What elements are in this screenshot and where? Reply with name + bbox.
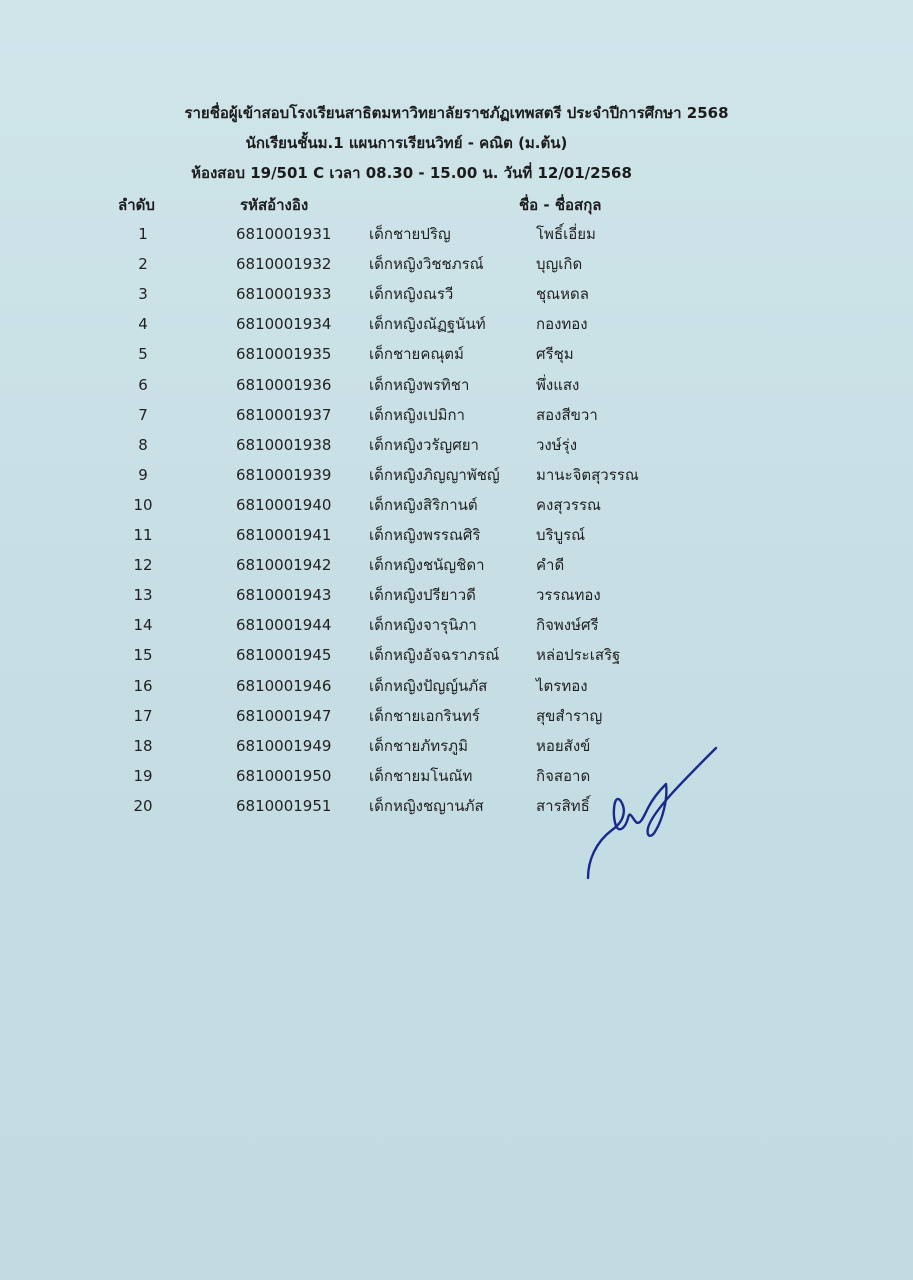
student-last-name: หอยสังข์	[536, 736, 591, 755]
table-row	[0, 610, 913, 640]
student-last-name: วงษ์รุ่ง	[536, 435, 578, 454]
reference-id: 6810001932	[236, 255, 332, 274]
exam-room-info: ห้องสอบ 19/501 C เวลา 08.30 - 15.00 น. วันที่ 12/01/2568	[191, 164, 632, 182]
table-row	[0, 520, 913, 550]
column-header-id: รหัสอ้างอิง	[240, 196, 309, 214]
student-first-name: เด็กหญิงจารุนิภา	[369, 616, 477, 635]
table-row	[0, 731, 913, 761]
row-number: 15	[133, 646, 153, 665]
reference-id: 6810001946	[236, 676, 332, 695]
student-first-name: เด็กหญิงณรวี	[369, 285, 454, 304]
table-row	[0, 249, 913, 279]
row-number: 12	[133, 556, 153, 575]
student-last-name: สองสีขวา	[536, 405, 598, 424]
table-row	[0, 640, 913, 670]
row-number: 6	[138, 375, 148, 394]
row-number: 2	[138, 255, 148, 274]
student-first-name: เด็กหญิงณัฏฐนันท์	[369, 315, 486, 334]
student-first-name: เด็กหญิงปัญญ์นภัส	[369, 676, 488, 695]
row-number: 19	[133, 766, 153, 785]
table-row	[0, 701, 913, 731]
student-first-name: เด็กหญิงอัจฉราภรณ์	[369, 646, 500, 665]
table-row	[0, 580, 913, 610]
student-last-name: วรรณทอง	[536, 586, 601, 605]
row-number: 10	[133, 495, 153, 514]
student-last-name: บริบูรณ์	[536, 526, 586, 544]
row-number: 4	[138, 315, 148, 334]
student-last-name: สุขสำราญ	[536, 706, 603, 725]
student-first-name: เด็กชายมโนณัท	[369, 766, 473, 785]
table-row	[0, 370, 913, 400]
student-first-name: เด็กหญิงปรียาวดี	[369, 586, 476, 605]
student-first-name: เด็กชายเอกรินทร์	[369, 706, 480, 725]
reference-id: 6810001939	[236, 465, 332, 484]
row-number: 11	[133, 526, 153, 544]
row-number: 8	[138, 435, 148, 454]
reference-id: 6810001941	[236, 526, 332, 544]
student-first-name: เด็กหญิงวิชชภรณ์	[369, 255, 484, 274]
table-row	[0, 761, 913, 791]
student-last-name: กองทอง	[536, 315, 588, 334]
table-row	[0, 791, 913, 821]
student-first-name: เด็กหญิงพรรณศิริ	[369, 526, 481, 544]
student-last-name: หล่อประเสริฐ	[536, 646, 621, 665]
reference-id: 6810001951	[236, 796, 332, 815]
student-last-name: คงสุวรรณ	[536, 495, 601, 514]
row-number: 17	[133, 706, 153, 725]
signature-icon	[582, 742, 722, 882]
student-last-name: ชุณหดล	[536, 285, 589, 304]
student-first-name: เด็กชายปริญ	[369, 225, 451, 243]
student-last-name: โพธิ์เอี่ยม	[536, 225, 596, 243]
reference-id: 6810001937	[236, 405, 332, 424]
column-header-no: ลำดับ	[118, 196, 155, 214]
table-row	[0, 219, 913, 249]
student-last-name: กิจสอาด	[536, 766, 591, 785]
reference-id: 6810001942	[236, 556, 332, 575]
student-first-name: เด็กหญิงเปมิกา	[369, 405, 465, 424]
table-row	[0, 339, 913, 369]
table-row	[0, 490, 913, 520]
row-number: 9	[138, 465, 148, 484]
row-number: 7	[138, 405, 148, 424]
reference-id: 6810001934	[236, 315, 332, 334]
document-title: รายชื่อผู้เข้าสอบโรงเรียนสาธิตมหาวิทยาลัยราชภัฏเทพสตรี ประจำปีการศึกษา 2568	[184, 104, 729, 122]
row-number: 14	[133, 616, 153, 635]
reference-id: 6810001944	[236, 616, 332, 635]
reference-id: 6810001949	[236, 736, 332, 755]
student-last-name: บุญเกิด	[536, 255, 583, 274]
table-row	[0, 430, 913, 460]
row-number: 5	[138, 345, 148, 364]
reference-id: 6810001943	[236, 586, 332, 605]
table-row	[0, 550, 913, 580]
student-first-name: เด็กหญิงภิญญาพัชญ์	[369, 465, 500, 484]
reference-id: 6810001935	[236, 345, 332, 364]
table-row	[0, 279, 913, 309]
student-first-name: เด็กหญิงวรัญศยา	[369, 435, 479, 454]
student-last-name: พึ่งแสง	[536, 375, 580, 394]
student-last-name: กิจพงษ์ศรี	[536, 616, 599, 635]
student-first-name: เด็กชายภัทรภูมิ	[369, 736, 468, 755]
reference-id: 6810001945	[236, 646, 332, 665]
reference-id: 6810001933	[236, 285, 332, 304]
document-subtitle: นักเรียนชั้นม.1 แผนการเรียนวิทย์ - คณิต (ม.ต้น)	[245, 134, 568, 152]
reference-id: 6810001950	[236, 766, 332, 785]
table-row	[0, 460, 913, 490]
student-last-name: ไตรทอง	[536, 676, 588, 695]
table-row	[0, 671, 913, 701]
reference-id: 6810001931	[236, 225, 332, 243]
row-number: 3	[138, 285, 148, 304]
student-first-name: เด็กหญิงพรทิชา	[369, 375, 470, 394]
row-number: 1	[138, 225, 148, 243]
reference-id: 6810001947	[236, 706, 332, 725]
student-first-name: เด็กชายคณุตม์	[369, 345, 464, 364]
table-row	[0, 309, 913, 339]
student-first-name: เด็กหญิงสิริกานต์	[369, 495, 478, 514]
reference-id: 6810001940	[236, 495, 332, 514]
row-number: 20	[133, 796, 153, 815]
student-last-name: มานะจิตสุวรรณ	[536, 465, 639, 484]
column-header-name: ชื่อ - ชื่อสกุล	[519, 196, 602, 214]
student-last-name: คำดี	[536, 556, 565, 575]
reference-id: 6810001938	[236, 435, 332, 454]
table-row	[0, 400, 913, 430]
student-first-name: เด็กหญิงชญานภัส	[369, 796, 484, 815]
student-last-name: ศรีชุม	[536, 345, 574, 364]
row-number: 13	[133, 586, 153, 605]
row-number: 18	[133, 736, 153, 755]
row-number: 16	[133, 676, 153, 695]
student-last-name: สารสิทธิ์	[536, 796, 590, 815]
student-first-name: เด็กหญิงชนัญชิดา	[369, 556, 485, 575]
reference-id: 6810001936	[236, 375, 332, 394]
